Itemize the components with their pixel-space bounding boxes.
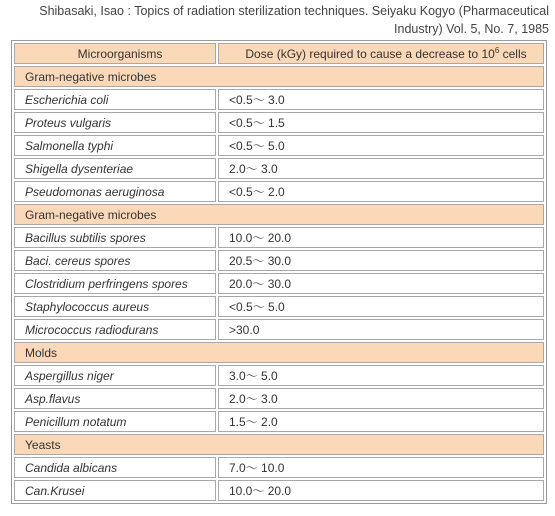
- header-dose-prefix: Dose (kGy) required to cause a decrease to 10: [245, 46, 495, 61]
- dose-value: 20.5～ 30.0: [218, 250, 544, 271]
- organism-name: Penicillum notatum: [14, 411, 216, 432]
- table-body: [14, 66, 544, 501]
- dose-value: 10.0～ 20.0: [218, 480, 544, 501]
- group-label: Gram-negative microbes: [14, 66, 544, 87]
- organism-name: Clostridium perfringens spores: [14, 273, 216, 294]
- header-dose-exponent: 6: [494, 45, 500, 55]
- dose-value: <0.5～ 1.5: [218, 112, 544, 133]
- dose-value: <0.5～ 3.0: [218, 89, 544, 110]
- dose-value: <0.5～ 2.0: [218, 181, 544, 202]
- dose-value: 2.0～ 3.0: [218, 158, 544, 179]
- table-row: [14, 457, 544, 478]
- organism-name: Bacillus subtilis spores: [14, 227, 216, 248]
- header-dose-suffix: cells: [499, 46, 527, 61]
- header-dose: [218, 43, 544, 64]
- citation-line-2: Industry) Vol. 5, No. 7, 1985: [394, 22, 549, 36]
- dose-value: <0.5～ 5.0: [218, 135, 544, 156]
- dose-value: 1.5～ 2.0: [218, 411, 544, 432]
- organism-name: Aspergillus niger: [14, 365, 216, 386]
- header-microorganisms: Microorganisms: [14, 43, 216, 64]
- organism-name: Salmonella typhi: [14, 135, 216, 156]
- table-row: [14, 273, 544, 294]
- table-row: [14, 158, 544, 179]
- group-row: [14, 342, 544, 363]
- organism-name: Pseudomonas aeruginosa: [14, 181, 216, 202]
- organism-name: Baci. cereus spores: [14, 250, 216, 271]
- table-row: [14, 388, 544, 409]
- group-row: [14, 434, 544, 455]
- table-row: [14, 135, 544, 156]
- table-row: [14, 89, 544, 110]
- dose-value: 3.0～ 5.0: [218, 365, 544, 386]
- table-header-row: [14, 43, 544, 64]
- dose-value: >30.0: [218, 319, 544, 340]
- dose-value: 20.0～ 30.0: [218, 273, 544, 294]
- group-row: [14, 66, 544, 87]
- radiation-dose-table: [11, 40, 547, 504]
- table-row: [14, 296, 544, 317]
- organism-name: Candida albicans: [14, 457, 216, 478]
- group-label: Gram-negative microbes: [14, 204, 544, 225]
- citation: [9, 2, 549, 38]
- table-row: [14, 112, 544, 133]
- organism-name: Can.Krusei: [14, 480, 216, 501]
- organism-name: Staphylococcus aureus: [14, 296, 216, 317]
- dose-value: 10.0～ 20.0: [218, 227, 544, 248]
- table-row: [14, 480, 544, 501]
- organism-name: Asp.flavus: [14, 388, 216, 409]
- table-row: [14, 181, 544, 202]
- group-label: Molds: [14, 342, 544, 363]
- organism-name: Micrococcus radiodurans: [14, 319, 216, 340]
- table-row: [14, 227, 544, 248]
- citation-line-1: Shibasaki, Isao : Topics of radiation sterilization techniques. Seiyaku Kogyo (Pharmaceutical: [39, 4, 549, 18]
- dose-value: 7.0～ 10.0: [218, 457, 544, 478]
- group-row: [14, 204, 544, 225]
- group-label: Yeasts: [14, 434, 544, 455]
- organism-name: Proteus vulgaris: [14, 112, 216, 133]
- organism-name: Escherichia coli: [14, 89, 216, 110]
- table-row: [14, 319, 544, 340]
- table-row: [14, 411, 544, 432]
- table-row: [14, 250, 544, 271]
- table-row: [14, 365, 544, 386]
- dose-value: 2.0～ 3.0: [218, 388, 544, 409]
- dose-value: <0.5～ 5.0: [218, 296, 544, 317]
- organism-name: Shigella dysenteriae: [14, 158, 216, 179]
